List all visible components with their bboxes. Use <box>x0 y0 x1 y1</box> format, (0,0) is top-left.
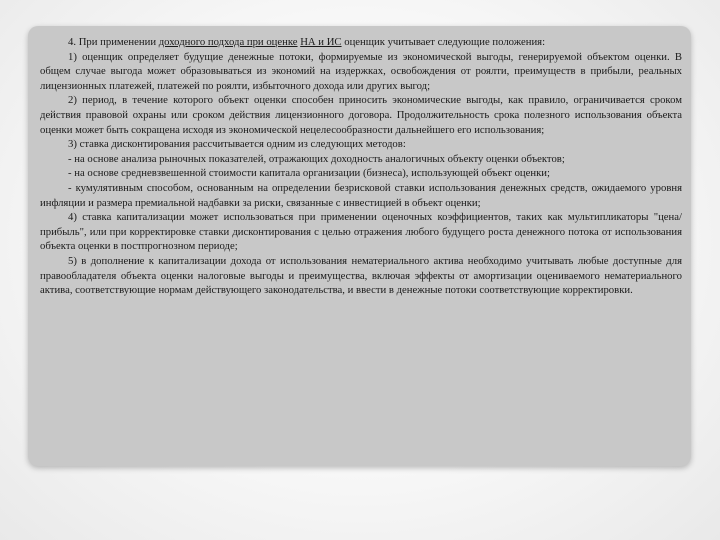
slide-text-block <box>40 35 682 298</box>
paragraph-subitem-market: - на основе анализа рыночных показателей, отражающих доходность аналогичных объекту оценки объектов; <box>68 152 565 165</box>
paragraph-subitem-cumulative: - кумулятивным способом, основанным на определении безрисковой ставки использования денежных средств, ожидаемого уровня инфляции и размера премиальной надбавки за риски, связанные с инвестицией в объект оценки; <box>40 181 682 209</box>
paragraph-item-2: 2) период, в течение которого объект оценки способен приносить экономические выгоды, как правило, ограничивается сроком действия правовой охраны или сроком действия лицензионного договора. Продолжительность срока полезного использования объекта оценки может быть сокращена исходя из экономической нецелесообразности дальнейшего его использования; <box>40 94 682 136</box>
intro-underlined-approach: доходного подхода при оценке <box>158 36 298 48</box>
intro-prefix: 4. При применении <box>68 36 159 48</box>
intro-paragraph <box>40 35 682 50</box>
intro-underlined-subject: НА и ИС <box>300 36 342 48</box>
paragraph-subitem-wacc: - на основе средневзвешенной стоимости капитала организации (бизнеса), использующей объект оценки; <box>68 167 550 180</box>
paragraph-item-4: 4) ставка капитализации может использоваться при применении оценочных коэффициентов, таких как мультипликаторы "цена/прибыль", или при корректировке ставки дисконтирования с целью отражения любого будущего роста денежного потока от использования объекта оценки в постпрогнозном периоде; <box>40 211 682 253</box>
intro-suffix: оценщик учитывает следующие положения: <box>341 36 546 48</box>
paragraph-item-1: 1) оценщик определяет будущие денежные потоки, формируемые из экономической выгоды, генерируемой объектом оценки. В общем случае выгода может образовываться из экономий на издержках, освобождения от роялти, преимуществ в прибыли, реальных лицензионных платежей, платежей по роялти, избыточного дохода или других выгод; <box>40 50 682 92</box>
paragraph-item-3: 3) ставка дисконтирования рассчитывается одним из следующих методов: <box>68 138 406 151</box>
paragraph-item-5: 5) в дополнение к капитализации дохода от использования нематериального актива необходимо учитывать любые доступные для правообладателя объекта оценки налоговые выгоды и преимущества, включая эффекты от амортизации оцениваемого нематериального актива, соответствующие нормам действующего законодательства, и ввести в денежные потоки соответствующие корректировки. <box>40 254 682 297</box>
